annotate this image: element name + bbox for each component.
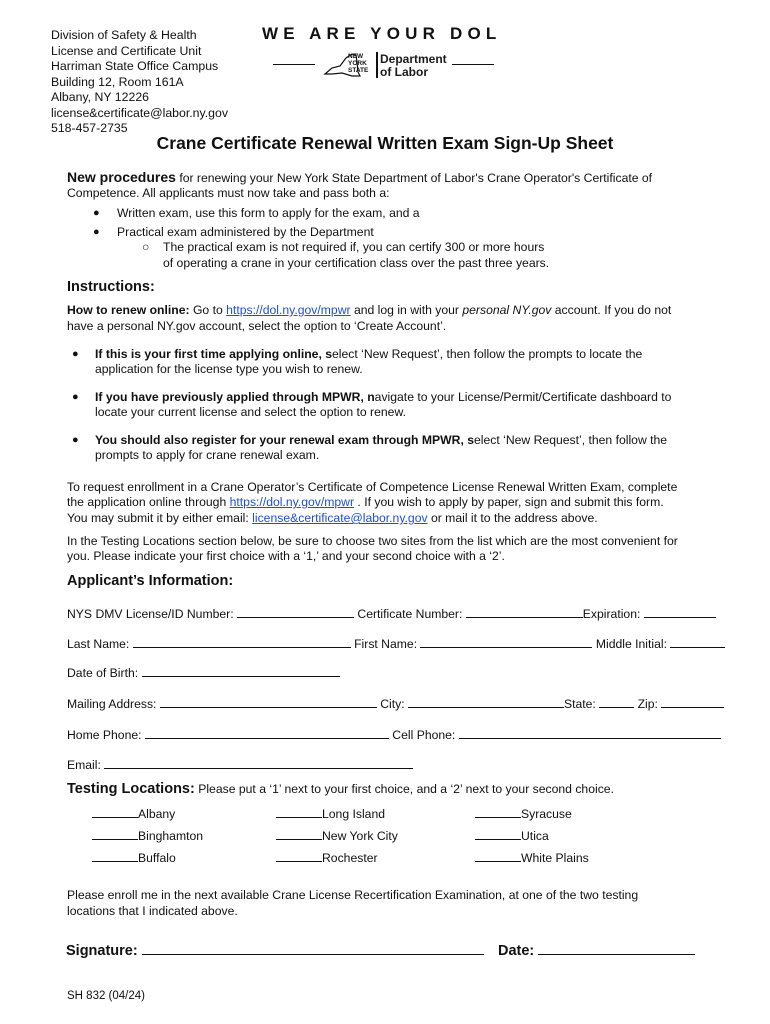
location-albany <box>92 806 175 821</box>
location-label: Rochester <box>322 851 378 865</box>
step-line1 <box>95 433 667 448</box>
location-choice-field[interactable] <box>475 806 521 818</box>
howto-line1 <box>67 303 671 318</box>
location-choice-field[interactable] <box>475 850 521 862</box>
state-field[interactable] <box>599 696 634 708</box>
enroll-statement-line2: locations that I indicated above. <box>67 904 238 918</box>
applicant-row-1 <box>67 606 716 621</box>
state-label: State: <box>563 697 600 711</box>
cert-label: Certificate Number: <box>354 607 466 621</box>
city-field[interactable] <box>408 696 564 708</box>
location-new-york-city <box>276 828 398 843</box>
logo-department <box>380 53 447 79</box>
bullet-icon: ● <box>72 434 79 446</box>
step-bold: If you have previously applied through MPWR, n <box>95 390 375 404</box>
address-line: Building 12, Room 161A <box>51 74 184 89</box>
step-line2: prompts to apply for crane renewal exam. <box>95 448 320 462</box>
address-line: Division of Safety & Health <box>51 28 197 42</box>
cell-phone-field[interactable] <box>459 727 721 739</box>
testing-instruction-line2: you. Please indicate your first choice with a ‘1,’ and your second choice with a ‘2’. <box>67 549 505 563</box>
address-email: license&certificate@labor.ny.gov <box>51 105 228 120</box>
email-field[interactable] <box>104 757 413 769</box>
location-rochester <box>276 850 378 865</box>
last-name-field[interactable] <box>133 636 351 648</box>
logo-state-line: NEW <box>348 53 364 60</box>
mailing-address-field[interactable] <box>160 696 377 708</box>
date-of-birth-field[interactable] <box>142 665 340 677</box>
location-label: Utica <box>521 829 549 843</box>
step-text: elect ‘New Request’, then follow the prompts to locate the <box>332 347 643 361</box>
instructions-heading: Instructions: <box>67 279 155 295</box>
last-name-label: Last Name: <box>67 637 133 651</box>
location-choice-field[interactable] <box>276 850 322 862</box>
signature-label: Signature: <box>66 943 142 959</box>
logo-divider <box>376 52 378 78</box>
dol-tagline: WE ARE YOUR DOL <box>262 24 502 43</box>
location-utica <box>475 828 549 843</box>
location-choice-field[interactable] <box>276 828 322 840</box>
location-label: Syracuse <box>521 807 572 821</box>
location-choice-field[interactable] <box>475 828 521 840</box>
location-label: New York City <box>322 829 398 843</box>
enroll-line2 <box>67 495 664 510</box>
enroll-pre: the application online through <box>67 495 230 509</box>
howto-post: account. If you do not <box>551 303 672 317</box>
enroll-line3 <box>67 511 598 526</box>
dob-label: Date of Birth: <box>67 666 142 680</box>
location-choice-field[interactable] <box>92 850 138 862</box>
cell-phone-label: Cell Phone: <box>388 728 459 742</box>
testing-instruction: Please put a ‘1’ next to your first choice, and a ‘2’ next to your second choice. <box>194 782 614 796</box>
enroll-post: . If you wish to apply by paper, sign and submit this form. <box>354 495 664 509</box>
applicant-heading: Applicant’s Information: <box>67 573 234 589</box>
location-choice-field[interactable] <box>92 806 138 818</box>
step-line1 <box>95 347 642 362</box>
new-procedures-line2: Competence. All applicants must now take and pass both a: <box>67 186 390 200</box>
address-line: Albany, NY 12226 <box>51 90 149 104</box>
bullet-icon: ● <box>93 207 100 219</box>
expiration-field[interactable] <box>644 606 716 618</box>
bullet-icon: ● <box>72 391 79 403</box>
certificate-number-field[interactable] <box>466 606 583 618</box>
location-label: Binghamton <box>138 829 204 843</box>
date-row <box>498 941 695 959</box>
new-procedures-line1 <box>67 170 652 186</box>
address-phone: 518-457-2735 <box>51 121 128 135</box>
form-title: Crane Certificate Renewal Written Exam Sign-Up Sheet <box>156 133 614 153</box>
testing-heading: Testing Locations: <box>67 781 195 797</box>
procedure-bullet: Practical exam administered by the Department <box>117 225 374 239</box>
enroll-line1: To request enrollment in a Crane Operator’s Certificate of Competence License Renewal Written Exam, complete <box>67 480 678 494</box>
zip-label: Zip: <box>634 697 662 711</box>
applicant-row-4 <box>67 696 724 711</box>
first-name-field[interactable] <box>420 636 592 648</box>
mpwr-link[interactable]: https://dol.ny.gov/mpwr <box>229 495 355 509</box>
logo-rule-right <box>452 64 494 65</box>
logo-state-text <box>348 53 368 74</box>
logo-state-line: YORK <box>348 60 367 67</box>
home-phone-field[interactable] <box>145 727 389 739</box>
enroll-post: or mail it to the address above. <box>427 511 598 525</box>
sub-bullet-line1: The practical exam is not required if, you can certify 300 or more hours <box>163 240 545 254</box>
date-label: Date: <box>498 943 539 959</box>
testing-instruction-line1: In the Testing Locations section below, be sure to choose two sites from the list which are the most convenient for <box>67 534 678 548</box>
address-line: License and Certificate Unit <box>51 43 202 58</box>
location-long-island <box>276 806 385 821</box>
howto-mid: and log in with your <box>350 303 463 317</box>
location-label: Buffalo <box>138 851 176 865</box>
new-procedures-text: for renewing your New York State Department of Labor's Crane Operator's Certificate of <box>175 171 653 185</box>
testing-locations-header <box>67 780 614 798</box>
bullet-icon: ● <box>72 348 79 360</box>
email-link[interactable]: license&certificate@labor.ny.gov <box>252 511 428 525</box>
howto-pre: Go to <box>189 303 227 317</box>
dmv-number-field[interactable] <box>237 606 354 618</box>
date-field[interactable] <box>538 941 695 955</box>
location-buffalo <box>92 850 176 865</box>
zip-field[interactable] <box>661 696 724 708</box>
location-binghamton <box>92 828 203 843</box>
enroll-statement-line1: Please enroll me in the next available Crane License Recertification Examination, at one of the two testing <box>67 888 639 902</box>
location-syracuse <box>475 806 572 821</box>
logo-rule-left <box>273 64 315 65</box>
sub-bullet-icon: ○ <box>142 240 150 254</box>
signature-row <box>66 941 484 959</box>
step-text: avigate to your License/Permit/Certificate dashboard to <box>374 390 672 404</box>
middle-initial-label: Middle Initial: <box>592 637 671 651</box>
applicant-row-2 <box>67 636 725 651</box>
procedure-bullet: Written exam, use this form to apply for the exam, and a <box>117 206 420 220</box>
applicant-row-5 <box>67 727 721 742</box>
logo-dept-line: of Labor <box>380 65 428 79</box>
step-bold: You should also register for your renewal exam through MPWR, s <box>95 433 475 447</box>
step-text: elect ‘New Request’, then follow the <box>474 433 668 447</box>
howto-italic: personal NY.gov <box>462 303 552 317</box>
middle-initial-field[interactable] <box>670 636 725 648</box>
email-label: Email: <box>67 758 105 772</box>
applicant-row-3 <box>67 665 340 680</box>
step-line1 <box>95 390 671 405</box>
logo-state-line: STATE <box>348 67 369 74</box>
howto-line2: have a personal NY.gov account, select the option to ‘Create Account’. <box>67 319 447 333</box>
howto-lead: How to renew online: <box>67 303 190 317</box>
signature-field[interactable] <box>142 941 484 955</box>
home-phone-label: Home Phone: <box>67 728 145 742</box>
location-choice-field[interactable] <box>276 806 322 818</box>
address-line: Harriman State Office Campus <box>51 59 219 73</box>
location-white-plains <box>475 850 589 865</box>
mpwr-link[interactable]: https://dol.ny.gov/mpwr <box>226 303 351 317</box>
step-line2: locate your current license and select the option to renew. <box>95 405 406 419</box>
applicant-row-6 <box>67 757 413 772</box>
dmv-label: NYS DMV License/ID Number: <box>67 607 238 621</box>
new-procedures-lead: New procedures <box>67 169 176 185</box>
logo-dept-line: Department <box>380 52 447 66</box>
bullet-icon: ● <box>93 226 100 238</box>
location-label: Albany <box>138 807 176 821</box>
location-label: Long Island <box>322 807 386 821</box>
enroll-pre: You may submit it by either email: <box>67 511 253 525</box>
step-bold: If this is your first time applying online, s <box>95 347 333 361</box>
step-line2: application for the license type you wish to renew. <box>95 362 363 376</box>
location-choice-field[interactable] <box>92 828 138 840</box>
sub-bullet-line2: of operating a crane in your certification class over the past three years. <box>163 256 550 270</box>
city-label: City: <box>376 697 408 711</box>
exp-label: Expiration: <box>582 607 644 621</box>
form-number: SH 832 (04/24) <box>67 990 145 1002</box>
mailing-address-label: Mailing Address: <box>67 697 160 711</box>
office-address <box>51 28 228 137</box>
first-name-label: First Name: <box>350 637 421 651</box>
location-label: White Plains <box>521 851 589 865</box>
